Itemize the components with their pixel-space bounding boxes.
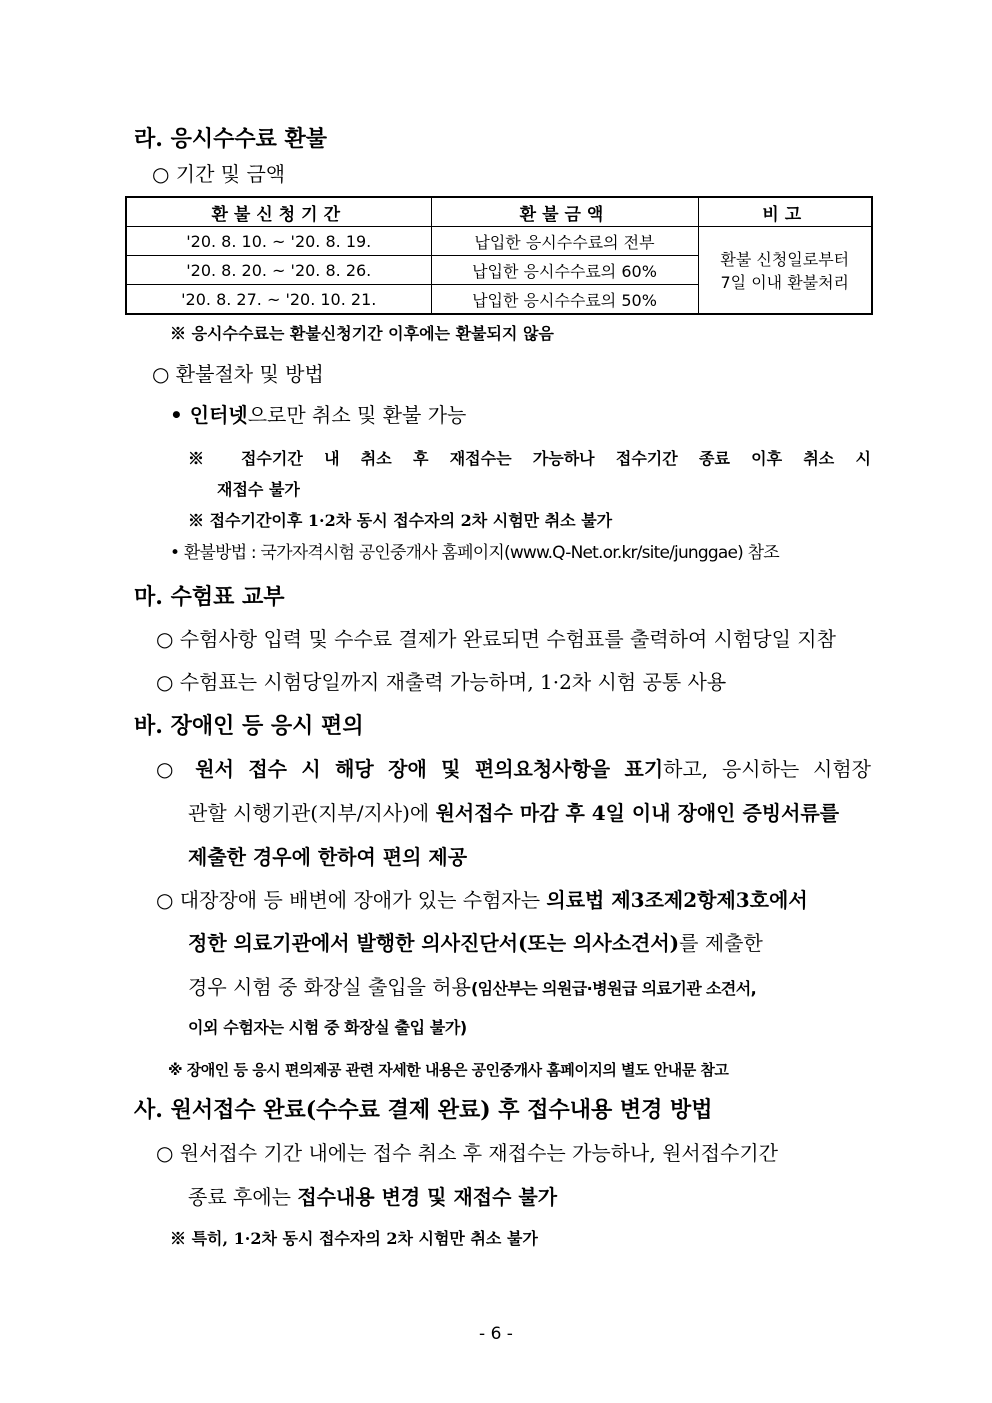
section-ba-item1-line3 [188,845,467,869]
section-ma-item1: ○ 수험사항 입력 및 수수료 결제가 완료되면 수험표를 출력하여 시험당일 지참 [156,627,836,651]
section-sa-title: 사. 원서접수 완료(수수료 결제 완료) 후 접수내용 변경 방법 [134,1097,713,1123]
section-ra-period-heading: ○ 기간 및 금액 [152,162,286,186]
section-ba-item2-line1-plain: ○ 대장장애 등 배변에 장애가 있는 수험자는 [156,888,547,912]
refund-table [125,196,873,315]
section-sa-note: ※ 특히, 1·2차 동시 접수자의 2차 시험만 취소 불가 [170,1229,538,1248]
section-ba-item1-bold: ○ 원서 접수 시 해당 장애 및 편의요청사항을 표기 [156,757,664,781]
section-ba-item1-line2-plain: 관할 시행기관(지부/지사)에 [188,801,436,825]
section-sa-item1-line2-bold: 접수내용 변경 및 재접수 불가 [297,1185,558,1209]
refund-table-header-row [126,197,872,227]
section-ba-item2-line1-bold: 의료법 제3조제2항제3호에서 [546,888,808,912]
section-ba-item2-line2 [188,931,871,955]
section-ba-item1-line1 [156,757,871,781]
refund-bullet-internet-rest: 으로만 취소 및 환불 가능 [247,403,467,427]
section-ba-item2-line2-bold: 정한 의료기관에서 발행한 의사진단서(또는 의사소견서) [188,931,680,955]
section-ma-item2: ○ 수험표는 시험당일까지 재출력 가능하며, 1·2차 시험 공통 사용 [156,670,727,694]
section-ma-title: 마. 수험표 교부 [134,584,285,610]
refund-note-line2: 7일 이내 환불처리 [720,273,850,292]
refund-note-1-line1: ※ 접수기간 내 취소 후 재접수는 가능하나 접수기간 종료 이후 취소 시 [188,449,871,468]
section-sa-item1-line2-plain: 종료 후에는 [188,1185,298,1209]
section-ba-item2-line4: 이외 수험자는 시험 중 화장실 출입 불가) [188,1018,467,1037]
refund-period-cell: '20. 8. 10. ~ '20. 8. 19. [126,227,431,256]
refund-bullet-internet [170,403,466,427]
refund-table-header-note: 비고 [698,197,872,227]
section-ba-item2-line3-plain: 경우 시험 중 화장실 출입을 허용 [188,975,471,999]
refund-note-2: ※ 접수기간이후 1·2차 동시 접수자의 2차 시험만 취소 불가 [188,511,613,530]
section-ba-title: 바. 장애인 등 응시 편의 [134,713,364,739]
refund-table-note: ※ 응시수수료는 환불신청기간 이후에는 환불되지 않음 [170,324,554,343]
section-ba-item2-line3-bold: (임산부는 의원급·병원급 의료기관 소견서, [470,979,757,998]
section-ra-title: 라. 응시수수료 환불 [134,126,327,152]
section-sa-item1-line2 [188,1185,557,1209]
refund-table-header-amount: 환불금액 [431,197,698,227]
refund-note-line1: 환불 신청일로부터 [720,250,850,269]
section-ba-note: ※ 장애인 등 응시 편의제공 관련 자세한 내용은 공인중개사 홈페이지의 별도 안내문 참고 [168,1061,729,1079]
section-ba-item1-line2 [188,801,871,825]
section-ba-item1-line3-bold: 제출한 경우에 한하여 편의 제공 [188,845,468,869]
refund-note-cell [698,227,872,315]
refund-amount-cell: 납입한 응시수수료의 60% [431,256,698,285]
section-ba-item2-line2-rest: 를 제출한 [679,931,763,955]
refund-bullet-internet-bold: • 인터넷 [170,403,248,427]
table-row [126,227,872,256]
refund-amount-cell: 납입한 응시수수료의 50% [431,285,698,315]
refund-period-cell: '20. 8. 20. ~ '20. 8. 26. [126,256,431,285]
section-ra-procedure-heading: ○ 환불절차 및 방법 [152,362,324,386]
page-number: - 6 - [479,1324,513,1344]
refund-period-cell: '20. 8. 27. ~ '20. 10. 21. [126,285,431,315]
refund-note-1-line2: 재접수 불가 [217,480,300,499]
section-sa-item1-line1: ○ 원서접수 기간 내에는 접수 취소 후 재접수는 가능하나, 원서접수기간 [156,1141,778,1165]
refund-table-header-period: 환불신청기간 [126,197,431,227]
section-ba-item1-line2-bold: 원서접수 마감 후 4일 이내 장애인 증빙서류를 [435,801,840,825]
refund-method-bullet: • 환불방법 : 국가자격시험 공인중개사 홈페이지(www.Q-Net.or.kr/site/junggae) 참조 [170,543,779,563]
refund-amount-cell: 납입한 응시수수료의 전부 [431,227,698,256]
section-ba-item2-line1 [156,888,871,912]
section-ba-item1-rest: 하고, 응시하는 시험장 [663,757,871,781]
section-ba-item2-line3 [188,975,871,999]
